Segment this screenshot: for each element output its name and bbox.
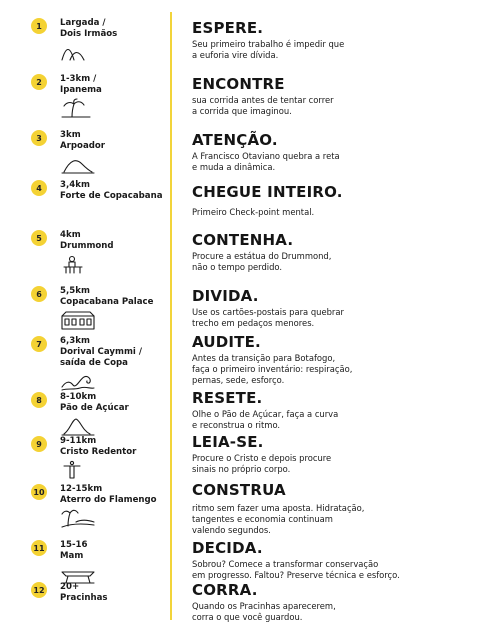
- step-description: [192, 409, 492, 431]
- step-number-badge: 4: [31, 180, 47, 196]
- location-line: Mam: [60, 551, 84, 561]
- step-title: DIVIDA.: [192, 287, 259, 305]
- description-line: Antes da transição para Botafogo,: [192, 353, 336, 363]
- description-line: Use os cartões-postais para quebrar: [192, 307, 344, 317]
- timeline-divider: [170, 12, 172, 620]
- description-line: faça o primeiro inventário: respiração,: [192, 364, 353, 374]
- step-number-badge: 7: [31, 336, 47, 352]
- step-description: [192, 39, 492, 61]
- step-title: DECIDA.: [192, 539, 263, 557]
- step-title: RESETE.: [192, 389, 263, 407]
- location-line: 12-15km: [60, 484, 103, 494]
- step-title: CORRA.: [192, 581, 258, 599]
- bench-statue-icon: [60, 254, 96, 274]
- location-line: Pão de Açúcar: [60, 403, 129, 413]
- step-description: [192, 95, 492, 117]
- step-location: [60, 230, 168, 274]
- step-location: [60, 286, 168, 330]
- step-location: [60, 18, 168, 62]
- step-description: [192, 453, 492, 475]
- step-content: [192, 334, 492, 386]
- location-line: Ipanema: [60, 85, 102, 95]
- step-description: [192, 353, 492, 386]
- step-content: [192, 132, 492, 173]
- step-content: [192, 390, 492, 431]
- location-line: 4km: [60, 230, 81, 240]
- step-title: ESPERE.: [192, 19, 264, 37]
- location-line: Drummond: [60, 241, 114, 251]
- location-line: 8-10km: [60, 392, 97, 402]
- location-line: Cristo Redentor: [60, 447, 137, 457]
- museum-icon: [60, 564, 96, 584]
- step-location: [60, 540, 168, 584]
- step-title: LEIA-SE.: [192, 433, 264, 451]
- step-content: [192, 434, 492, 475]
- description-line: Olhe o Pão de Açúcar, faça a curva: [192, 409, 339, 419]
- location-line: Dois Irmãos: [60, 29, 118, 39]
- description-line: Sobrou? Comece a transformar conservação: [192, 559, 379, 569]
- location-line: Arpoador: [60, 141, 106, 151]
- description-line: Quando os Pracinhas aparecerem,: [192, 601, 336, 611]
- step-title: AUDITE.: [192, 333, 261, 351]
- wave-icon: [60, 371, 96, 391]
- location-line: saída de Copa: [60, 358, 128, 368]
- christ-statue-icon: [60, 460, 96, 480]
- sugarloaf-icon: [60, 416, 96, 436]
- palm-tree-icon: [60, 98, 96, 118]
- description-line: a corrida que imaginou.: [192, 106, 292, 116]
- step-number-badge: 5: [31, 230, 47, 246]
- step-content: [192, 184, 492, 218]
- step-number-badge: 2: [31, 74, 47, 90]
- step-description: [192, 559, 492, 581]
- step-content: [192, 232, 492, 273]
- description-line: em progresso. Faltou? Preserve técnica e esforço.: [192, 570, 400, 580]
- step-number-badge: 1: [31, 18, 47, 34]
- step-location: [60, 180, 168, 202]
- description-line: A Francisco Otaviano quebra a reta: [192, 151, 340, 161]
- description-line: e reconstrua o ritmo.: [192, 420, 281, 430]
- step-title: CONTENHA.: [192, 231, 294, 249]
- location-line: 3,4km: [60, 180, 90, 190]
- step-description: [192, 251, 492, 273]
- step-content: [192, 540, 492, 581]
- location-line: Dorival Caymmi /: [60, 347, 142, 357]
- location-line: 20+: [60, 582, 80, 592]
- location-line: 9-11km: [60, 436, 97, 446]
- palace-icon: [60, 310, 96, 330]
- description-line: e muda a dinâmica.: [192, 162, 276, 172]
- step-content: [192, 20, 492, 61]
- beach-palm-icon: [60, 508, 96, 528]
- step-number-badge: 12: [31, 582, 47, 598]
- description-line: valendo segundos.: [192, 525, 271, 535]
- step-content: [192, 582, 492, 623]
- step-description: [192, 503, 492, 536]
- step-content: [192, 288, 492, 329]
- step-location: [60, 336, 168, 391]
- step-number-badge: 10: [31, 484, 47, 500]
- step-number-badge: 11: [31, 540, 47, 556]
- description-line: a euforia vire dívida.: [192, 50, 279, 60]
- location-line: Largada /: [60, 18, 106, 28]
- step-title: ATENÇÃO.: [192, 131, 278, 149]
- location-line: Pracinhas: [60, 593, 108, 603]
- step-location: [60, 392, 168, 436]
- description-line: Seu primeiro trabalho é impedir que: [192, 39, 345, 49]
- step-title: CHEGUE INTEIRO.: [192, 183, 343, 201]
- step-title: ENCONTRE: [192, 75, 285, 93]
- description-line: tangentes e economia continuam: [192, 514, 333, 524]
- description-line: Primeiro Check-point mental.: [192, 207, 315, 217]
- step-location: [60, 436, 168, 480]
- step-description: [192, 207, 492, 218]
- step-title: CONSTRUA: [192, 481, 286, 499]
- description-line: pernas, sede, esforço.: [192, 375, 285, 385]
- description-line: sua corrida antes de tentar correr: [192, 95, 334, 105]
- step-location: [60, 74, 168, 118]
- step-location: [60, 130, 168, 174]
- description-line: trecho em pedaços menores.: [192, 318, 315, 328]
- step-description: [192, 601, 492, 623]
- hill-icon: [60, 154, 96, 174]
- step-location: [60, 582, 168, 604]
- location-line: 6,3km: [60, 336, 90, 346]
- description-line: sinais no próprio corpo.: [192, 464, 291, 474]
- description-line: ritmo sem fazer uma aposta. Hidratação,: [192, 503, 365, 513]
- location-line: 5,5km: [60, 286, 90, 296]
- step-content: [192, 76, 492, 117]
- mountains-icon: [60, 42, 96, 62]
- location-line: Copacabana Palace: [60, 297, 154, 307]
- description-line: não o tempo perdido.: [192, 262, 283, 272]
- step-description: [192, 307, 492, 329]
- description-line: Procure o Cristo e depois procure: [192, 453, 332, 463]
- description-line: corra o que você guardou.: [192, 612, 303, 622]
- step-number-badge: 6: [31, 286, 47, 302]
- location-line: Forte de Copacabana: [60, 191, 163, 201]
- step-number-badge: 9: [31, 436, 47, 452]
- location-line: Aterro do Flamengo: [60, 495, 157, 505]
- location-line: 15-16: [60, 540, 88, 550]
- step-description: [192, 151, 492, 173]
- step-number-badge: 3: [31, 130, 47, 146]
- step-number-badge: 8: [31, 392, 47, 408]
- location-line: 3km: [60, 130, 81, 140]
- location-line: 1-3km /: [60, 74, 97, 84]
- description-line: Procure a estátua do Drummond,: [192, 251, 332, 261]
- step-location: [60, 484, 168, 528]
- step-content: [192, 482, 492, 536]
